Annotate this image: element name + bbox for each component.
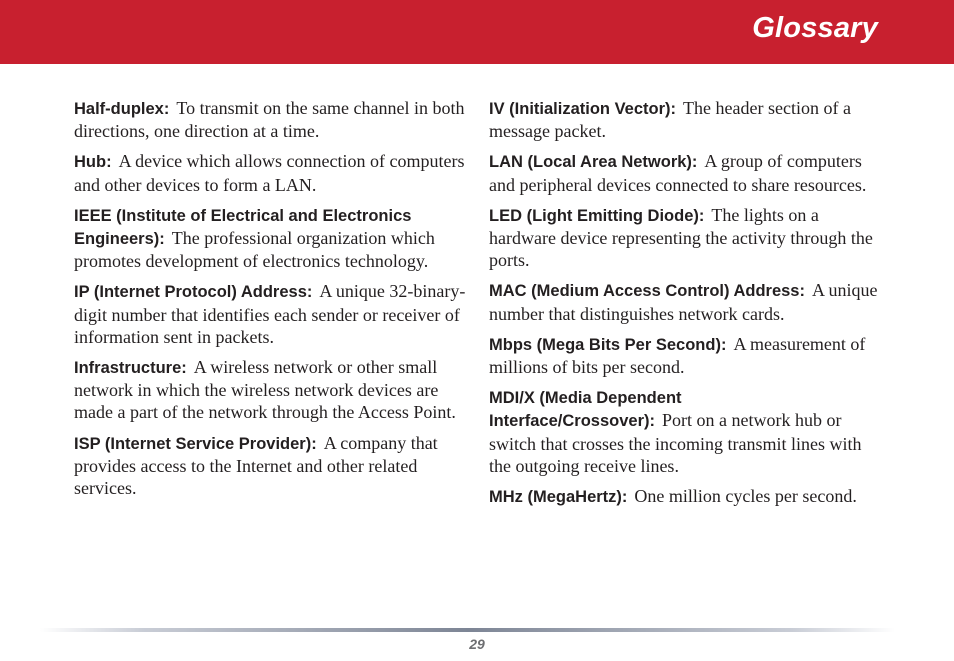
glossary-definition: A measurement of millions of bits per second. <box>489 333 866 378</box>
glossary-definition: A unique number that distinguishes network cards. <box>489 280 878 324</box>
glossary-definition: The header section of a message packet. <box>489 98 851 142</box>
glossary-entry <box>489 485 883 508</box>
glossary-entry <box>74 150 466 195</box>
glossary-term: Mbps (Mega Bits Per Second): <box>489 335 727 354</box>
glossary-entry <box>489 279 883 324</box>
glossary-term: MDI/X (Media Dependent Interface/Crossover): <box>489 389 682 431</box>
page-title: Glossary <box>752 12 878 44</box>
glossary-entry <box>74 432 466 500</box>
glossary-entry <box>489 204 883 272</box>
glossary-definition: The lights on a hardware device representing the activity through the ports. <box>489 204 873 271</box>
glossary-entry <box>74 204 466 273</box>
glossary-entry <box>489 150 883 195</box>
glossary-term: IP (Internet Protocol) Address: <box>74 283 313 302</box>
glossary-entry <box>74 97 466 142</box>
glossary-entry <box>489 333 883 378</box>
glossary-definition: A device which allows connection of computers and other devices to form a LAN. <box>74 151 465 195</box>
glossary-term: IV (Initialization Vector): <box>489 100 677 118</box>
glossary-term: MAC (Medium Access Control) Address: <box>489 282 805 301</box>
header-banner <box>0 0 954 64</box>
glossary-term: LED (Light Emitting Diode): <box>489 206 705 225</box>
glossary-definition: To transmit on the same channel in both directions, one direction at a time. <box>74 98 465 142</box>
glossary-term: Hub: <box>74 153 112 172</box>
glossary-column-right <box>489 97 883 516</box>
glossary-term: Infrastructure: <box>74 359 187 378</box>
glossary-definition: A company that provides access to the Internet and other related services. <box>74 432 438 499</box>
page-number: 29 <box>469 636 485 652</box>
glossary-entry <box>489 97 883 142</box>
glossary-term: MHz (MegaHertz): <box>489 488 628 507</box>
glossary-definition: The professional organization which promotes development of electronics technology. <box>74 228 435 272</box>
glossary-term: Half-duplex: <box>74 100 170 118</box>
glossary-definition: A unique 32-binary-digit number that identifies each sender or receiver of information sent in packets. <box>74 281 466 347</box>
glossary-entry <box>489 386 883 477</box>
glossary-column-left <box>74 97 466 507</box>
glossary-definition: One million cycles per second. <box>634 486 857 507</box>
glossary-term: LAN (Local Area Network): <box>489 153 698 172</box>
glossary-term: IEEE (Institute of Electrical and Electronics Engineers): <box>74 206 412 249</box>
glossary-definition: A group of computers and peripheral devices connected to share resources. <box>489 151 867 195</box>
glossary-term: ISP (Internet Service Provider): <box>74 434 317 453</box>
glossary-definition: A wireless network or other small network in which the wireless network devices are made a part of the network through the Access Point. <box>74 357 456 423</box>
glossary-entry <box>74 280 466 348</box>
glossary-definition: Port on a network hub or switch that crosses the incoming transmit lines with the outgoing receive lines. <box>489 410 862 476</box>
footer-divider <box>40 628 895 632</box>
glossary-entry <box>74 356 466 424</box>
